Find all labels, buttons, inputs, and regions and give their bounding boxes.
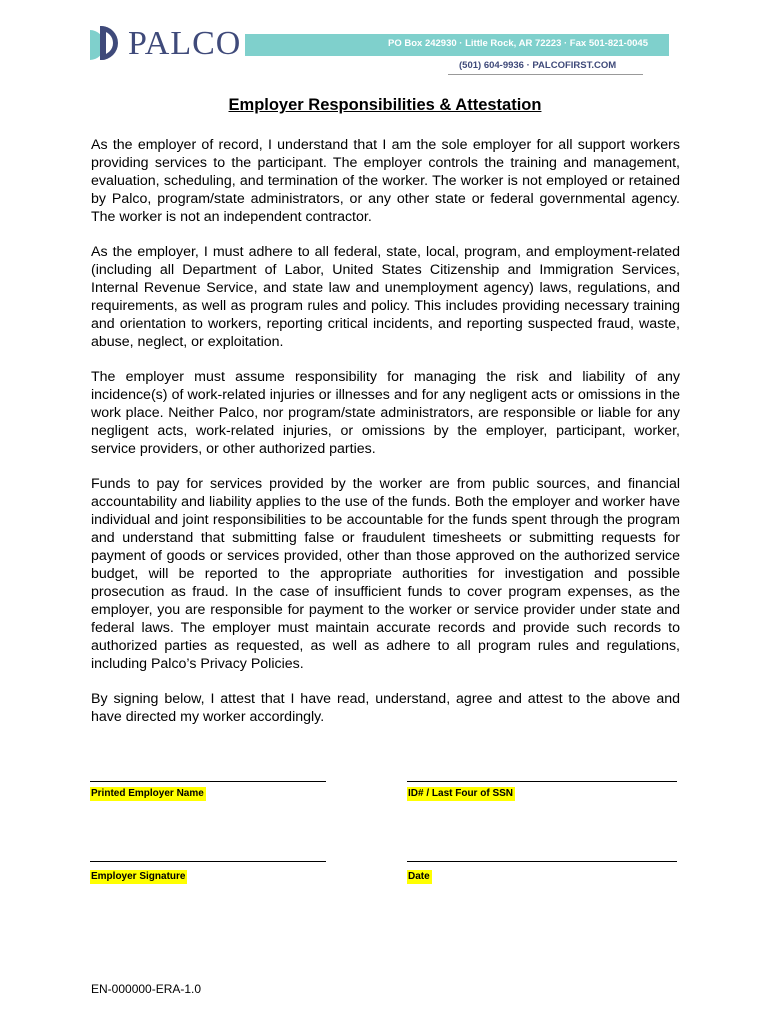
paragraph-employer-of-record: As the employer of record, I understand that I am the sole employer for all support workers providing services to the participant. The employer controls the training and management, evaluation, scheduling, and termination of the worker. The worker is not employed or retained by Palco, program/state administrators, or any other state or federal governmental agency. The worker is not an independent contractor. — [91, 137, 680, 225]
paragraph-liability: The employer must assume responsibility for managing the risk and liability of any incidence(s) of work-related injuries or illnesses and for any negligent acts or omissions in the work place. Neither Palco, nor program/state administrators, are responsible or liable for any negligent acts, work-related injuries, or omissions by the employer, participant, worker, service providers, or other authorized parties. — [91, 369, 680, 457]
palco-logo — [90, 22, 241, 66]
id-ssn-label: ID# / Last Four of SSN — [408, 788, 514, 799]
address-line: PO Box 242930 · Little Rock, AR 72223 · Fax 501-821-0045 — [388, 38, 648, 49]
id-ssn-line[interactable] — [407, 781, 677, 782]
palco-logo-mark-icon — [90, 24, 126, 64]
form-code: EN-000000-ERA-1.0 — [91, 982, 202, 996]
document-title: Employer Responsibilities & Attestation — [228, 96, 542, 114]
address-band — [245, 34, 669, 56]
date-line[interactable] — [407, 861, 677, 862]
paragraph-attestation: By signing below, I attest that I have read, understand, agree and attest to the above and have directed my worker accordingly. — [91, 691, 680, 725]
date-label: Date — [408, 871, 430, 882]
signature-line[interactable] — [90, 861, 326, 862]
printed-name-label: Printed Employer Name — [91, 788, 204, 799]
paragraph-compliance: As the employer, I must adhere to all federal, state, local, program, and employment-related (including all Department of Labor, United States Citizenship and Immigration Services, Internal Revenue Service, and state law and unemployment agency) laws, regulations, and requirements, as well as program rules and policy. This includes providing necessary training and orientation to workers, reporting critical incidents, and reporting suspected fraud, waste, abuse, neglect, or exploitation. — [91, 244, 680, 350]
logo-text: PALCO — [128, 25, 242, 62]
document-body — [91, 136, 680, 743]
signature-label: Employer Signature — [91, 871, 186, 882]
contact-divider — [448, 74, 643, 75]
paragraph-funds: Funds to pay for services provided by the worker are from public sources, and financial accountability and liability applies to the use of the funds. Both the employer and worker have individual and joint responsibilities to be accountable for the funds spent through the program and understand that submitting false or fraudulent timesheets or submitting requests for payment of goods or services provided, other than those approved on the authorized service budget, will be reported to the appropriate authorities for investigation and possible prosecution as fraud. In the case of insufficient funds to cover program expenses, as the employer, you are responsible for payment to the worker or service provider under state and federal laws. The employer must maintain accurate records and provide such records to authorized parties as requested, as well as adhere to all program rules and regulations, including Palco’s Privacy Policies. — [91, 476, 680, 672]
contact-line: (501) 604-9936 · PALCOFIRST.COM — [459, 60, 617, 71]
printed-name-line[interactable] — [90, 781, 326, 782]
